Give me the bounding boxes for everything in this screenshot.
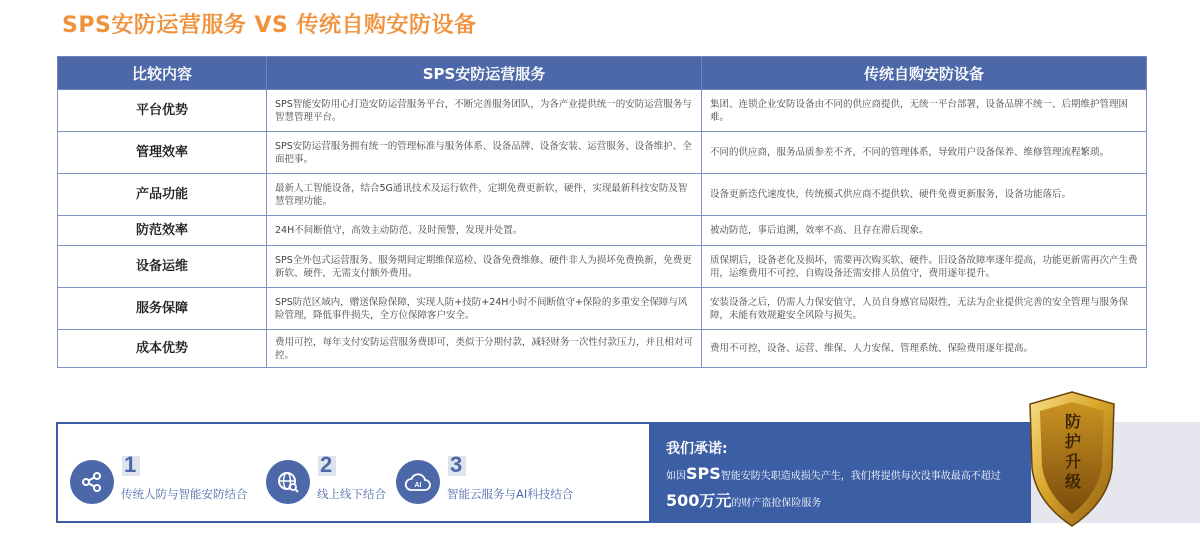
table-row: [58, 132, 1147, 174]
sps-cell: 24H不间断值守，高效主动防范、及时预警，发现并处置。: [267, 216, 702, 246]
comparison-table: [57, 56, 1147, 368]
sps-cell: 最新人工智能设备，结合5G通讯技术及运行软件，定期免费更新软，硬件，实现最新科技安防及智慧管理功能。: [267, 174, 702, 216]
row-label: 防范效率: [58, 216, 267, 246]
promise-text-line2: 500万元的财产盗抢保险服务: [666, 491, 822, 510]
ai-cloud-icon: [396, 460, 440, 504]
traditional-cell: 费用不可控，设备、运营、维保、人力安保、管理系统、保险费用逐年提高。: [702, 330, 1147, 368]
traditional-cell: 不同的供应商，服务品质参差不齐，不同的管理体系，导致用户设备保养、维修管理流程繁琐。: [702, 132, 1147, 174]
feature-item-3: [396, 424, 616, 521]
table-row: [58, 330, 1147, 368]
sps-cell: SPS全外包式运营服务、服务期间定期维保巡检、设备免费维修、硬件非人为损坏免费换新，免费更新软、硬件，无需支付额外费用。: [267, 246, 702, 288]
page-title: SPS安防运营服务 VS 传统自购安防设备: [62, 13, 477, 38]
traditional-cell: 质保期后，设备老化及损坏，需要再次购买软、硬件。旧设备故障率逐年提高，功能更新需再次产生费用，运维费用不可控，自购设备还需安排人员值守，费用逐年提升。: [702, 246, 1147, 288]
row-label: 产品功能: [58, 174, 267, 216]
table-row: [58, 174, 1147, 216]
table-row: [58, 288, 1147, 330]
table-row: [58, 216, 1147, 246]
features-panel: [56, 422, 651, 523]
globe-search-icon: [266, 460, 310, 504]
traditional-cell: 集团、连锁企业安防设备由不同的供应商提供，无统一平台部署，设备品牌不统一、后期维护管理困难。: [702, 90, 1147, 132]
promise-text-line1: 如因SPS智能安防失职造成损失产生，我们将提供每次没事故最高不超过: [666, 464, 1001, 483]
feature-number: 1: [124, 452, 137, 477]
feature-label: 传统人防与智能安防结合: [121, 487, 248, 501]
header-traditional: 传统自购安防设备: [702, 57, 1147, 90]
row-label: 管理效率: [58, 132, 267, 174]
row-label: 平台优势: [58, 90, 267, 132]
feature-number: 2: [320, 452, 333, 477]
feature-item-2: [266, 424, 396, 521]
header-compare-item: 比较内容: [58, 57, 267, 90]
row-label: 成本优势: [58, 330, 267, 368]
feature-number: 3: [450, 452, 463, 477]
sps-cell: SPS防范区域内，赠送保险保障，实现人防+技防+24H小时不间断值守+保险的多重安全保障与风险管理，降低事件损失，全方位保障客户安全。: [267, 288, 702, 330]
traditional-cell: 设备更新迭代速度快，传统模式供应商不提供软、硬件免费更新服务，设备功能落后。: [702, 174, 1147, 216]
promise-title: 我们承诺:: [666, 441, 728, 457]
share-icon: [70, 460, 114, 504]
shield-badge-icon: [1026, 388, 1118, 530]
feature-item-1: [70, 424, 260, 521]
table-row: [58, 246, 1147, 288]
table-row: [58, 90, 1147, 132]
sps-cell: SPS智能安防用心打造安防运营服务平台，不断完善服务团队，为各产业提供统一的安防运营服务与智慧管理平台。: [267, 90, 702, 132]
sps-cell: 费用可控，每年支付安防运营服务费即可，类似于分期付款，减轻财务一次性付款压力，并且相对可控。: [267, 330, 702, 368]
traditional-cell: 安装设备之后，仍需人力保安值守，人员自身感官局限性，无法为企业提供完善的安全管理与服务保障，未能有效规避安全风险与损失。: [702, 288, 1147, 330]
sps-cell: SPS安防运营服务拥有统一的管理标准与服务体系、设备品牌、设备安装、运营服务、设备维护、全面把事。: [267, 132, 702, 174]
row-label: 服务保障: [58, 288, 267, 330]
row-label: 设备运维: [58, 246, 267, 288]
traditional-cell: 被动防范，事后追溯，效率不高、且存在滞后现象。: [702, 216, 1147, 246]
feature-label: 线上线下结合: [317, 487, 386, 501]
svg-text:AI: AI: [414, 482, 422, 489]
table-header-row: [58, 57, 1147, 90]
header-sps-service: SPS安防运营服务: [267, 57, 702, 90]
feature-label: 智能云服务与AI科技结合: [447, 487, 574, 501]
badge-text: 防护升级: [1064, 412, 1081, 491]
promise-panel: [651, 422, 1031, 523]
